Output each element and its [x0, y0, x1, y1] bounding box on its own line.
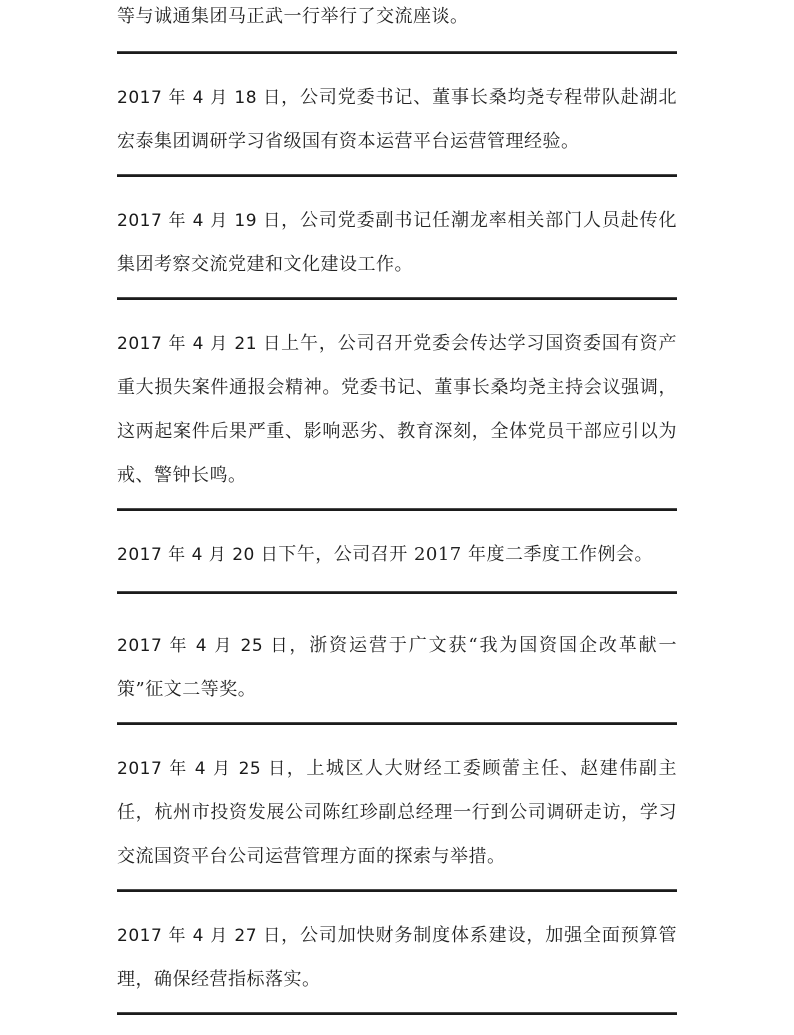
chronicle-entry: [117, 76, 677, 164]
chronicle-entry: [117, 747, 677, 879]
entry-date: 2017 年 4 月 18 日: [117, 88, 282, 108]
section-divider: [117, 51, 677, 54]
chronicle-content: [117, 0, 677, 1035]
section-divider: [117, 297, 677, 300]
entry-date: 2017 年 4 月 25 日: [117, 759, 287, 779]
section-divider: [117, 722, 677, 725]
entry-text: ，公司党委书记、董事长桑均尧专程带队赴湖北宏泰集团调研学习省级国有资本运营平台运营管理经验。: [117, 87, 678, 152]
section-divider: [117, 174, 677, 177]
entry-text: ，公司加快财务制度体系建设，加强全面预算管理，确保经营指标落实。: [117, 925, 678, 990]
entry-date: 2017 年 4 月 19 日: [117, 211, 282, 231]
section-divider: [117, 889, 677, 892]
chronicle-entry: [117, 624, 677, 712]
section-divider: [117, 508, 677, 511]
entry-text: ，上城区人大财经工委顾蕾主任、赵建伟副主任，杭州市投资发展公司陈红珍副总经理一行到公司调研走访，学习交流国资平台公司运营管理方面的探索与举措。: [117, 758, 678, 867]
chronicle-entry: [117, 199, 677, 287]
entry-date: 2017 年 4 月 27 日: [117, 926, 282, 946]
entry-text: ，公司党委副书记任潮龙率相关部门人员赴传化集团考察交流党建和文化建设工作。: [117, 210, 678, 275]
entry-date: 2017 年 4 月 25 日: [117, 636, 290, 656]
entry-text: 等与诚通集团马正武一行举行了交流座谈。: [117, 6, 469, 27]
entry-text: ，浙资运营于广文获“我为国资国企改革献一策”征文二等奖。: [117, 635, 678, 700]
section-divider: [117, 1012, 677, 1015]
chronicle-entry: [117, 533, 677, 577]
entry-date: 2017 年 4 月 20 日: [117, 545, 279, 565]
entry-text: 下午，公司召开 2017 年度二季度工作例会。: [278, 544, 653, 565]
chronicle-entry: [117, 914, 677, 1002]
entry-date: 2017 年 4 月 21 日: [117, 334, 282, 354]
chronicle-entry: [117, 0, 677, 39]
entry-text: 上午，公司召开党委会传达学习国资委国有资产重大损失案件通报会精神。党委书记、董事长桑均尧主持会议强调，这两起案件后果严重、影响恶劣、教育深刻，全体党员干部应引以为戒、警钟长鸣。: [117, 333, 678, 486]
chronicle-entry: [117, 322, 677, 498]
section-divider: [117, 591, 677, 594]
